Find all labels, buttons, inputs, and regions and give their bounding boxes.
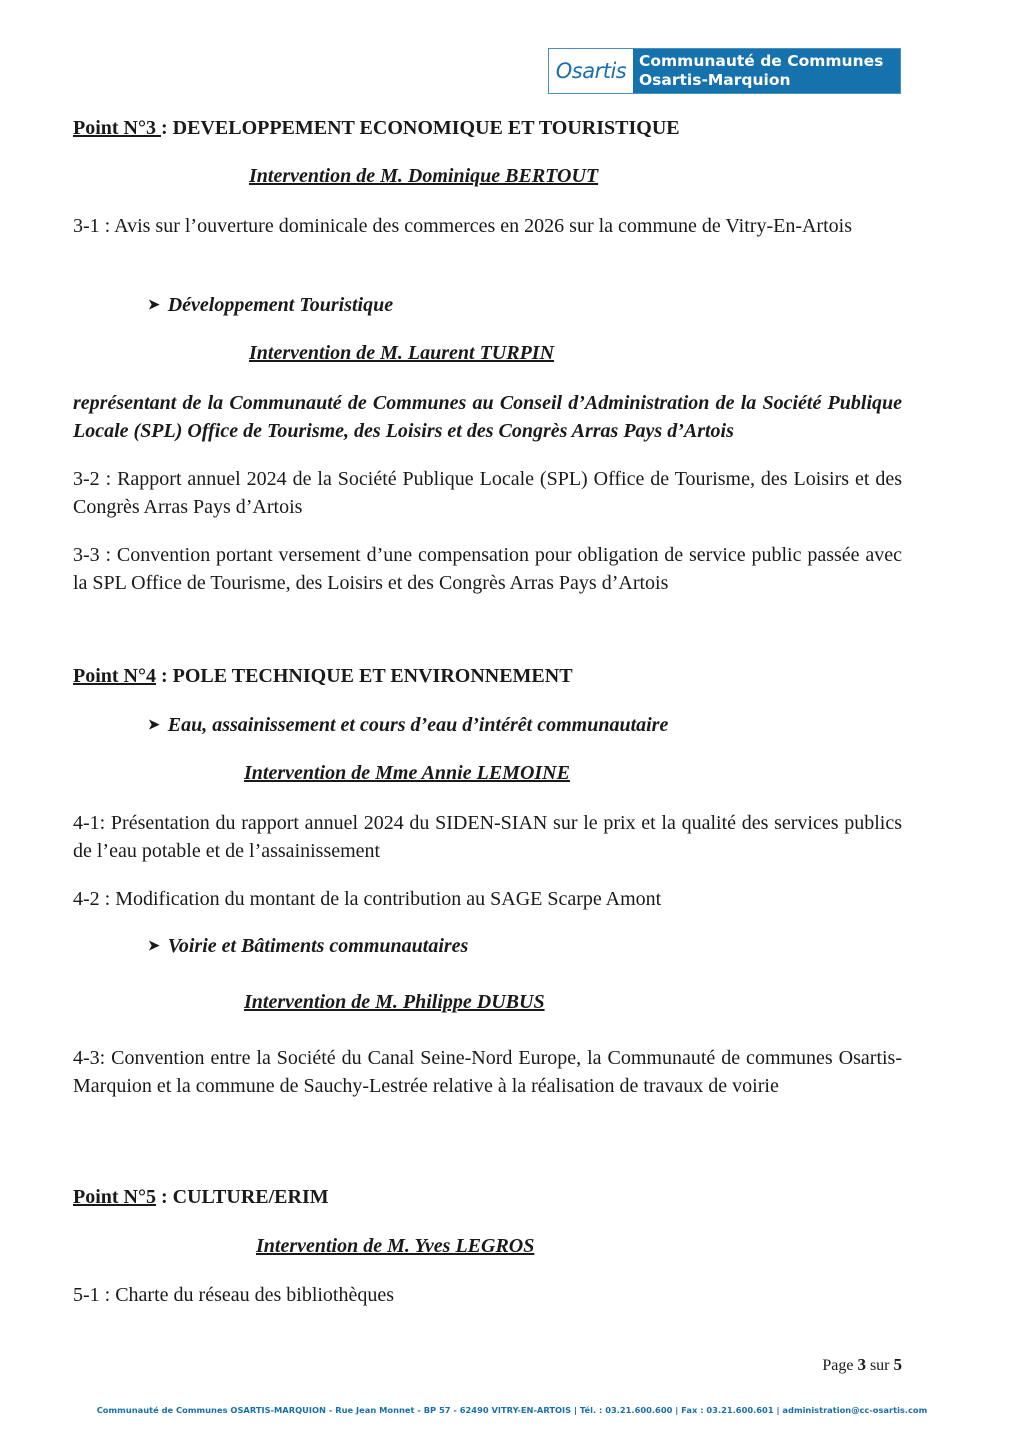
item-5-1: 5-1 : Charte du réseau des bibliothèques <box>73 1284 395 1306</box>
point4-subsection-eau <box>148 714 668 737</box>
footer-contact-info: Communauté de Communes OSARTIS-MARQUION - Rue Jean Monnet - BP 57 - 62490 VITRY-EN-ARTOIS | Tél. : 03.21.600.600 | Fax : 03.21.600.601 | administration@cc-osartis.com <box>96 1405 928 1415</box>
point5-heading <box>73 1186 329 1209</box>
org-name <box>633 49 900 93</box>
page-current: 3 <box>857 1355 866 1374</box>
page-middle: sur <box>865 1357 894 1374</box>
point5-intervention-legros: Intervention de M. Yves LEGROS <box>256 1235 535 1257</box>
item-4-3: 4-3: Convention entre la Société du Canal Seine-Nord Europe, la Communauté de communes Osartis-Marquion et la commune de Sauchy-Lestrée relative à la réalisation de travaux de voirie <box>73 1047 902 1097</box>
point3-label: Point N°3 <box>73 117 161 139</box>
page-prefix: Page <box>822 1357 858 1374</box>
point4-intervention-dubus: Intervention de M. Philippe DUBUS <box>244 991 545 1013</box>
org-logo <box>548 48 901 94</box>
page-number <box>822 1355 902 1375</box>
subsection-label: Eau, assainissement et cours d’eau d’intérêt communautaire <box>167 714 669 736</box>
arrow-bullet-icon: ➤ <box>148 718 160 733</box>
item-3-3: 3-3 : Convention portant versement d’une compensation pour obligation de service public passée avec la SPL Office de Tourisme, des Loisirs et des Congrès Arras Pays d’Artois <box>73 544 902 594</box>
arrow-bullet-icon: ➤ <box>148 298 160 313</box>
point3-representative-note: représentant de la Communauté de Communes au Conseil d’Administration de la Société Publique Locale (SPL) Office de Tourisme, des Loisirs et des Congrès Arras Pays d’Artois <box>73 392 902 442</box>
point3-intervention-turpin: Intervention de M. Laurent TURPIN <box>249 342 555 364</box>
point4-heading <box>73 665 573 688</box>
osartis-logo-mark: Osartis <box>549 49 633 93</box>
point3-heading <box>73 117 680 140</box>
point4-label: Point N°4 <box>73 665 156 687</box>
page-total: 5 <box>893 1355 902 1374</box>
org-name-line2: Osartis-Marquion <box>639 71 791 89</box>
arrow-bullet-icon: ➤ <box>148 939 160 954</box>
item-3-2: 3-2 : Rapport annuel 2024 de la Société Publique Locale (SPL) Office de Tourisme, des Loisirs et des Congrès Arras Pays d’Artois <box>73 468 902 518</box>
org-name-line1: Communauté de Communes <box>639 52 884 70</box>
point4-title: : POLE TECHNIQUE ET ENVIRONNEMENT <box>156 665 573 687</box>
item-4-1: 4-1: Présentation du rapport annuel 2024 du SIDEN-SIAN sur le prix et la qualité des services publics de l’eau potable et de l’assainissement <box>73 812 902 862</box>
point5-label: Point N°5 <box>73 1186 156 1208</box>
point3-intervention-bertout: Intervention de M. Dominique BERTOUT <box>249 165 599 187</box>
point5-title: : CULTURE/ERIM <box>156 1186 329 1208</box>
item-3-1: 3-1 : Avis sur l’ouverture dominicale des commerces en 2026 sur la commune de Vitry-En-Artois <box>73 215 852 237</box>
point4-intervention-lemoine: Intervention de Mme Annie LEMOINE <box>244 762 570 784</box>
subsection-label: Voirie et Bâtiments communautaires <box>167 935 469 957</box>
point4-subsection-voirie <box>148 935 468 958</box>
subsection-label: Développement Touristique <box>167 294 394 316</box>
item-4-2: 4-2 : Modification du montant de la contribution au SAGE Scarpe Amont <box>73 888 662 910</box>
point3-subsection-tourisme <box>148 294 393 317</box>
point3-title: : DEVELOPPEMENT ECONOMIQUE ET TOURISTIQUE <box>161 117 680 139</box>
